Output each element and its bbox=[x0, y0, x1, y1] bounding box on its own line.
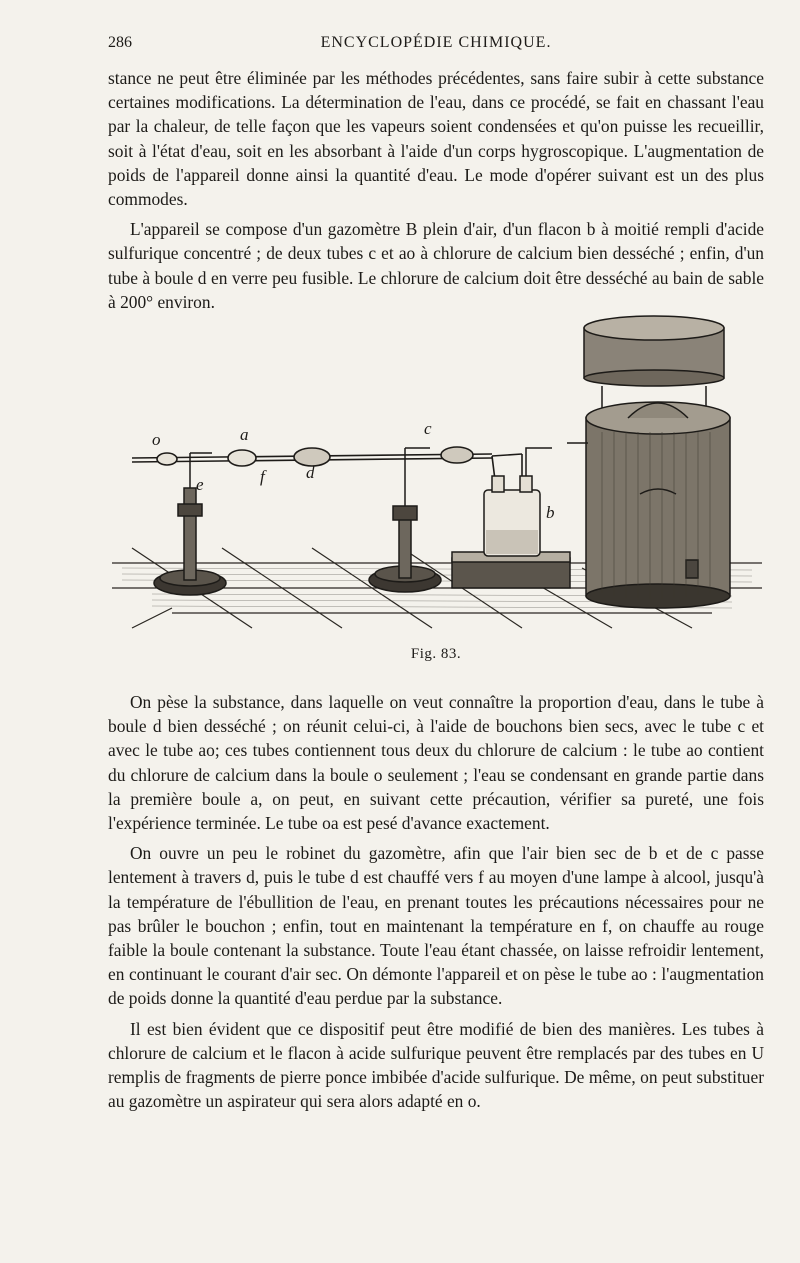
running-head: ENCYCLOPÉDIE CHIMIQUE. bbox=[320, 34, 552, 51]
label-e: e bbox=[196, 475, 204, 494]
label-b: b bbox=[546, 503, 555, 522]
intro-text bbox=[108, 66, 764, 314]
body-text bbox=[108, 690, 764, 1113]
apparatus-illustration bbox=[112, 308, 762, 638]
left-stand bbox=[154, 453, 226, 595]
right-stand bbox=[369, 448, 441, 592]
intro-paragraph-1: stance ne peut être éliminée par les méthodes précédentes, sans faire subir à cette substance certaines modifications. La détermination de l'eau, dans ce procédé, se fait en chassant l'eau par la chaleur, de telle façon que les vapeurs soient condensées et qu'on puisse les recueillir, soit à l'état d'eau, soit en les absorbant à l'aide d'un corps hygroscopique. L'augmentation de poids de l'appareil donne ainsi la quantité d'eau. Le mode d'opérer suivant est un des plus commodes. bbox=[108, 68, 764, 210]
label-c: c bbox=[424, 419, 432, 438]
gazometer bbox=[567, 316, 730, 608]
page-number: 286 bbox=[108, 34, 132, 51]
intro-paragraph-2: L'appareil se compose d'un gazomètre B plein d'air, d'un flacon b à moitié rempli d'acide sulfurique concentré ; de deux tubes c et ao à chlorure de calcium bien desséché ; enfin, d'un tube à boule d en verre peu fusible. Le chlorure de calcium doit être desséché au bain de sable à 200° environ. bbox=[108, 219, 764, 312]
label-d: d bbox=[306, 463, 315, 482]
body-paragraph-2: On ouvre un peu le robinet du gazomètre, afin que l'air bien sec de b et de c passe lentement à travers d, puis le tube d est chauffé vers f au moyen d'une lampe à alcool, jusqu'à la température de l'ébullition de l'eau, en prenant toutes les précautions nécessaires pour ne pas brûler le bouchon ; enfin, tout en maintenant la température en f, on chauffe au rouge faible la boule contenant la substance. Toute l'eau étant chassée, on laisse refroidir lentement, en continuant le courant d'air sec. On démonte l'appareil et on pèse le tube ao : l'augmentation de poids donne la quantité d'eau perdue par la substance. bbox=[108, 843, 764, 1009]
page-header bbox=[108, 34, 764, 58]
body-paragraph-3: Il est bien évident que ce dispositif peut être modifié de bien des manières. Les tubes à chlorure de calcium et le flacon à acide sulfurique peuvent être remplacés par des tubes en U remplis de fragments de pierre ponce imbibée d'acide sulfurique. De même, on peut substituer au gazomètre un aspirateur qui sera alors adapté en o. bbox=[108, 1018, 764, 1112]
body-paragraph-1: On pèse la substance, dans laquelle on veut connaître la proportion d'eau, dans le tube à boule d bien desséché ; on réunit celui-ci, à l'aide de bouchons bien secs, avec le tube c et avec le tube ao; ces tubes contiennent tous deux du chlorure de calcium : le tube ao contient du chlorure de calcium dans la boule o seulement ; l'eau se condensant en grande partie dans la première boule a, on peut, en suivant cette précaution, vérifier sa pureté, une fois l'expérience terminée. Le tube oa est pesé d'avance exactement. bbox=[108, 692, 764, 834]
figure-caption: Fig. 83. bbox=[410, 646, 462, 662]
apparatus-figure bbox=[112, 308, 762, 638]
label-a: a bbox=[240, 425, 249, 444]
label-o: o bbox=[152, 430, 161, 449]
label-f: f bbox=[260, 467, 265, 486]
